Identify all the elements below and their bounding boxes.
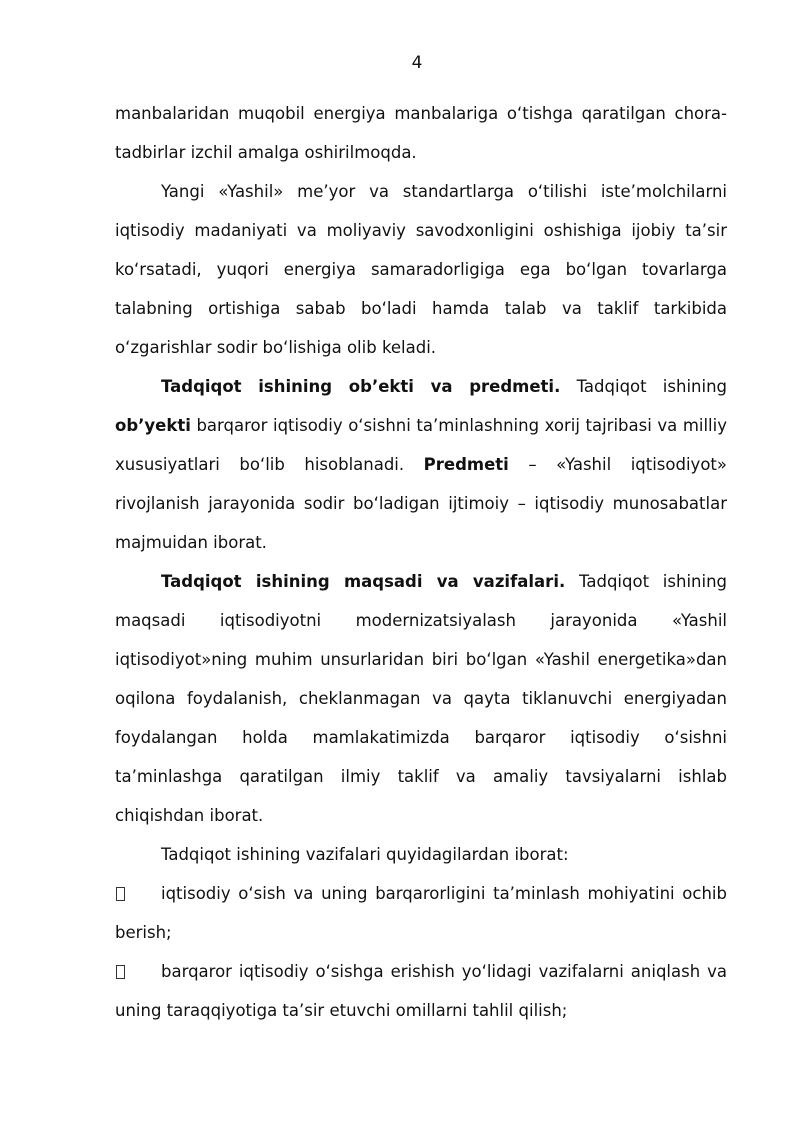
text-span: Tadqiqot ishining maqsadi iqtisodiyotni modernizatsiyalash jarayonida «Yashil iqtisodiyot»ning muhim unsurlaridan biri bo‘lgan «Yashil energetika»dan oqilona foydalanish, cheklanmagan va qayta tiklanuvchi energiyadan foydalangan holda mamlakatimizda barqaror iqtisodiy o‘sishni ta’minlashga qaratilgan ilmiy taklif va amaliy tavsiyalarni ishlab chiqishdan iborat.: [115, 572, 728, 825]
bullet-icon: [115, 952, 127, 991]
page-number: 4: [411, 53, 423, 73]
list-item: [115, 952, 727, 1030]
bullet-icon: [115, 874, 127, 913]
term-subject: Predmeti: [423, 455, 509, 474]
document-body: [115, 94, 727, 1030]
term-object: ob’yekti: [115, 416, 191, 435]
list-item-text: iqtisodiy o‘sish va uning barqarorligini ta’minlash mohiyatini ochib berish;: [115, 884, 727, 942]
section-heading-object: Tadqiqot ishining ob’ekti va predmeti.: [161, 377, 561, 396]
section-heading-goal: Tadqiqot ishining maqsadi va vazifalari.: [161, 572, 566, 591]
text-span: Tadqiqot ishining: [560, 377, 727, 396]
paragraph-tasks-intro: Tadqiqot ishining vazifalari quyidagilardan iborat:: [161, 845, 569, 864]
list-item: [115, 874, 727, 952]
paragraph-goal-tasks: [115, 562, 727, 835]
paragraph-intro: manbalaridan muqobil energiya manbalariga o‘tishga qaratilgan chora-tadbirlar izchil amalga oshirilmoqda.: [115, 104, 727, 162]
text-span: – «Yashil iqtisodiyot» rivojlanish jarayonida sodir bo‘ladigan ijtimoiy – iqtisodiy munosabatlar majmuidan iborat.: [115, 455, 727, 552]
list-item-text: barqaror iqtisodiy o‘sishga erishish yo‘lidagi vazifalarni aniqlash va uning taraqqiyotiga ta’sir etuvchi omillarni tahlil qilish;: [115, 962, 727, 1020]
paragraph-object-subject: [115, 367, 727, 562]
paragraph-yashil-standards: Yangi «Yashil» me’yor va standartlarga o‘tilishi iste’molchilarni iqtisodiy madaniyati va moliyaviy savodxonligini oshishiga ijobiy ta’sir ko‘rsatadi, yuqori energiya samaradorligiga ega bo‘lgan tovarlarga talabning ortishiga sabab bo‘ladi hamda talab va taklif tarkibida o‘zgarishlar sodir bo‘lishiga olib keladi.: [115, 182, 727, 357]
text-span: barqaror iqtisodiy o‘sishni ta’minlashning xorij tajribasi va milliy xususiyatlari bo‘lib hisoblanadi.: [115, 416, 727, 474]
